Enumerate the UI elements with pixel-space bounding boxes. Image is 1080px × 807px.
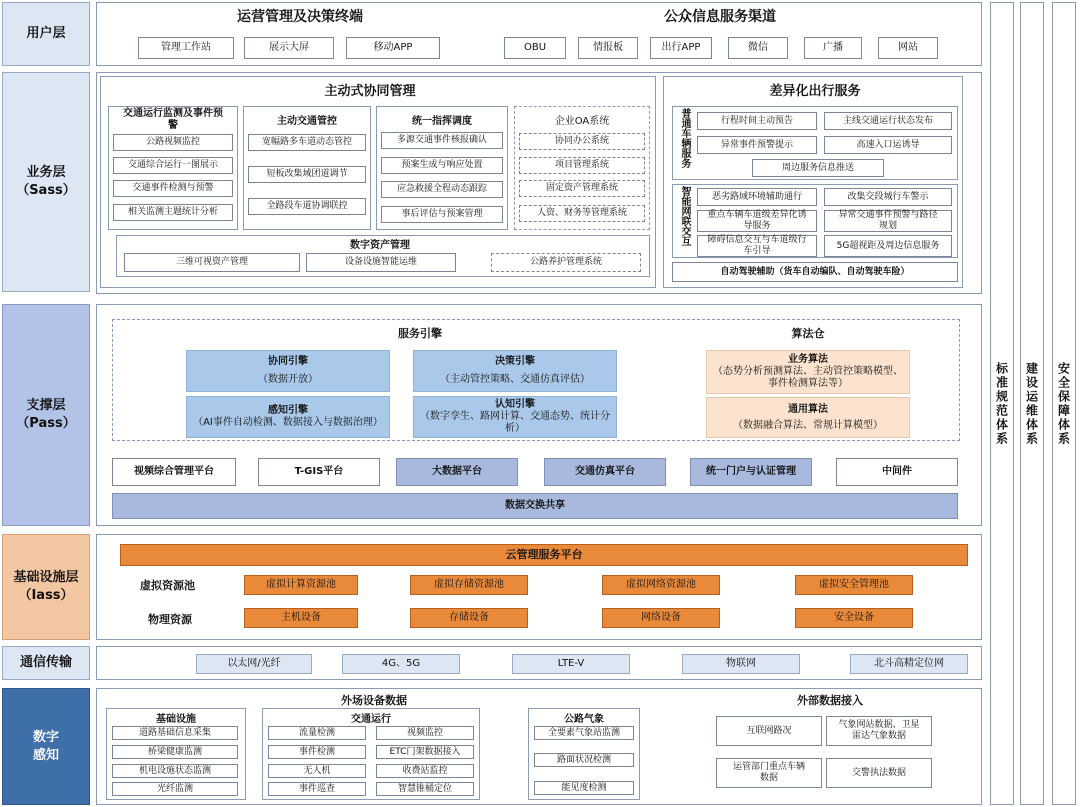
weather-item: 能见度检测: [534, 781, 634, 795]
algo-general: [706, 397, 910, 438]
layer-support-sub: （Pass）: [16, 416, 76, 431]
engine-perception: [186, 396, 390, 438]
layer-user-text: 用户层: [26, 26, 66, 41]
comm-item: 4G、5G: [342, 654, 460, 674]
weather-item: 全要素气象站监测: [534, 726, 634, 740]
platform-box: 视频综合管理平台: [112, 458, 236, 486]
smart-net-label: 智能网联交互: [679, 186, 690, 246]
comm-item: 以太网/光纤: [196, 654, 312, 674]
engine-desc: （AI事件自动检测、数据接入与数据治理）: [193, 417, 383, 428]
group-item: 交通事件检测与预警: [113, 180, 233, 197]
ext-item: 气象网站数据、卫星雷达气象数据: [826, 716, 932, 746]
asset-item: 公路养护管理系统: [491, 253, 641, 272]
virtual-item: 虚拟计算资源池: [244, 575, 358, 595]
traffic-item: 智慧锥桶定位: [376, 782, 474, 796]
engine-cognition: [413, 396, 617, 438]
ext-item: 交警执法数据: [826, 758, 932, 788]
algo-desc: （态势分析预测算法、主动管控策略模型、事件检测算法等）: [713, 366, 903, 389]
group-monitoring-title: 交通运行监测及事件预警: [123, 108, 223, 131]
smart-item: 障碍信息交互与车道级行车引导: [697, 235, 817, 257]
layer-label-business: [2, 72, 90, 292]
security-text: 安全保障体系: [1056, 361, 1071, 446]
engine-name: 感知引擎: [268, 405, 308, 416]
traffic-item: 视频监控: [376, 726, 474, 740]
virtual-item: 虚拟网络资源池: [602, 575, 720, 595]
engine-desc: （数字孪生、路网计算、交通态势、统计分析）: [420, 411, 610, 434]
cloud-mgmt-bar: 云管理服务平台: [120, 544, 968, 566]
user-right-item: 网站: [878, 37, 938, 59]
layer-label-sense: [2, 688, 90, 805]
operations-column: [1020, 2, 1044, 805]
physical-item: 存储设备: [410, 608, 528, 628]
group-item: 协同办公系统: [519, 133, 645, 150]
basic-item: 机电设施状态监测: [112, 764, 238, 778]
layer-label-support: [2, 304, 90, 526]
group-item: 人资、财务等管理系统: [519, 205, 645, 222]
smart-item: 改集交段城行车警示: [824, 188, 952, 206]
engine-name: 协同引擎: [268, 356, 308, 367]
platform-box: 中间件: [836, 458, 958, 486]
traffic-item: 事件检测: [268, 745, 366, 759]
layer-business-text: 业务层: [26, 165, 66, 180]
user-right-item: 情报板: [578, 37, 638, 59]
traffic-item: 收费站监控: [376, 764, 474, 778]
layer-infra-sub: （Iass）: [18, 588, 74, 603]
ext-item: 运管部门重点车辆数据: [716, 758, 822, 788]
smart-item: 恶劣路域环境辅助通行: [697, 188, 817, 206]
user-right-item: OBU: [504, 37, 566, 59]
physical-item: 安全设备: [795, 608, 913, 628]
layer-label-infra: [2, 534, 90, 640]
group-oa-title: 企业OA系统: [554, 116, 610, 127]
ext-data-title: 外部数据接入: [797, 694, 863, 707]
algo-desc: （数据融合算法、常规计算模型）: [733, 419, 883, 431]
algo-name: 通用算法: [788, 403, 828, 415]
platform-box: T-GIS平台: [258, 458, 380, 486]
auto-drive-box: 自动驾驶辅助（货车自动编队、自动驾驶车险）: [672, 262, 958, 282]
data-exchange-bar: 数据交换共享: [112, 493, 958, 519]
comm-item: 北斗高精定位网: [850, 654, 968, 674]
ext-item: 互联网路况: [716, 716, 822, 746]
normal-item: 高速入口运诱导: [824, 136, 952, 154]
layer-label-comm: [2, 646, 90, 680]
operations-text: 建设运维体系: [1024, 361, 1039, 446]
user-left-item: 展示大屏: [244, 37, 334, 59]
traffic-item: 流量检测: [268, 726, 366, 740]
engine-desc: （主动管控策略、交通仿真评估）: [440, 374, 590, 385]
basic-item: 光纤监测: [112, 782, 238, 796]
virtual-item: 虚拟存储资源池: [410, 575, 528, 595]
standards-column: [990, 2, 1014, 805]
group-traffic-control-title: 主动交通管控: [277, 116, 337, 127]
engine-decision: [413, 350, 617, 392]
traffic-ops-title: 交通运行: [351, 714, 391, 725]
comm-item: 物联网: [682, 654, 800, 674]
layer-support-text: 支撑层: [26, 398, 66, 413]
group-item: 宽幅路多车道动态管控: [248, 134, 366, 151]
normal-vehicle-label: 普通车辆服务: [679, 108, 690, 168]
algo-name: 业务算法: [788, 354, 828, 365]
group-item: 交通综合运行一图展示: [113, 157, 233, 174]
layer-sense-text-1: 数字: [32, 729, 59, 745]
layer-comm-text: 通信传输: [19, 655, 72, 670]
physical-item: 网络设备: [602, 608, 720, 628]
traffic-item: 事件巡查: [268, 782, 366, 796]
smart-item: 重点车辆车道级差异化诱导服务: [697, 210, 817, 232]
group-item: 相关监测主题统计分析: [113, 204, 233, 221]
user-right-item: 微信: [728, 37, 788, 59]
diff-service-title: 差异化出行服务: [769, 84, 861, 99]
standards-text: 标准规范体系: [994, 361, 1009, 446]
layer-sense-text-2: 感知: [32, 747, 59, 763]
traffic-item: ETC门架数据接入: [376, 745, 474, 759]
field-data-title: 外场设备数据: [341, 694, 407, 707]
user-right-title: 公众信息服务渠道: [664, 9, 776, 25]
virtual-label: 虚拟资源池: [140, 579, 195, 592]
platform-box: 大数据平台: [396, 458, 518, 486]
physical-item: 主机设备: [244, 608, 358, 628]
normal-item: 异常事件预警提示: [697, 136, 817, 154]
security-column: [1052, 2, 1076, 805]
normal-item: 主线交通运行状态发布: [824, 112, 952, 130]
platform-box: 统一门户与认证管理: [690, 458, 812, 486]
smart-item: 5G超视距及周边信息服务: [824, 235, 952, 257]
group-item: 预案生成与响应处置: [381, 157, 503, 174]
layer-business-sub: （Sass）: [16, 183, 76, 198]
platform-box: 交通仿真平台: [544, 458, 666, 486]
user-left-item: 管理工作站: [138, 37, 234, 59]
algo-business: [706, 350, 910, 394]
coop-mgmt-title: 主动式协同管理: [324, 84, 416, 99]
group-item: 固定资产管理系统: [519, 180, 645, 197]
group-item: 全路段车道协调联控: [248, 198, 366, 215]
comm-item: LTE-V: [512, 654, 630, 674]
normal-item: 周边服务信息推送: [752, 159, 884, 177]
layer-infra-text: 基础设施层: [13, 570, 79, 585]
basic-item: 桥梁健康监测: [112, 745, 238, 759]
smart-item: 异常交通事件预警与路径规划: [824, 210, 952, 232]
group-item: 项目管理系统: [519, 157, 645, 174]
user-left-item: 移动APP: [346, 37, 440, 59]
basic-infra-title: 基础设施: [156, 714, 196, 725]
engine-name: 决策引擎: [495, 356, 535, 367]
engine-title: 服务引擎: [398, 327, 442, 340]
normal-item: 行程时间主动预告: [697, 112, 817, 130]
road-weather-title: 公路气象: [564, 714, 604, 725]
engine-collab: [186, 350, 390, 392]
algo-title: 算法仓: [791, 327, 825, 340]
group-dispatch-title: 统一指挥调度: [412, 116, 472, 127]
asset-item: 设备设施智能运维: [306, 253, 456, 272]
group-item: 多源交通事件核报确认: [381, 132, 503, 149]
engine-name: 认知引擎: [495, 399, 535, 410]
engine-desc: （数据开放）: [258, 374, 318, 385]
basic-item: 道路基础信息采集: [112, 726, 238, 740]
group-item: 短板改集域团道调节: [248, 166, 366, 183]
traffic-item: 无人机: [268, 764, 366, 778]
user-left-title: 运营管理及决策终端: [237, 9, 363, 25]
asset-mgmt-title: 数字资产管理: [350, 240, 410, 251]
user-right-item: 广播: [804, 37, 862, 59]
group-item: 公路视频监控: [113, 134, 233, 151]
layer-label-user: [2, 2, 90, 66]
weather-item: 路面状况检测: [534, 753, 634, 767]
virtual-item: 虚拟安全管理池: [795, 575, 913, 595]
user-right-item: 出行APP: [650, 37, 712, 59]
physical-label: 物理资源: [148, 613, 192, 626]
asset-item: 三维可视资产管理: [124, 253, 300, 272]
group-item: 应急救援全程动态跟踪: [381, 181, 503, 198]
group-item: 事后评估与预案管理: [381, 206, 503, 223]
